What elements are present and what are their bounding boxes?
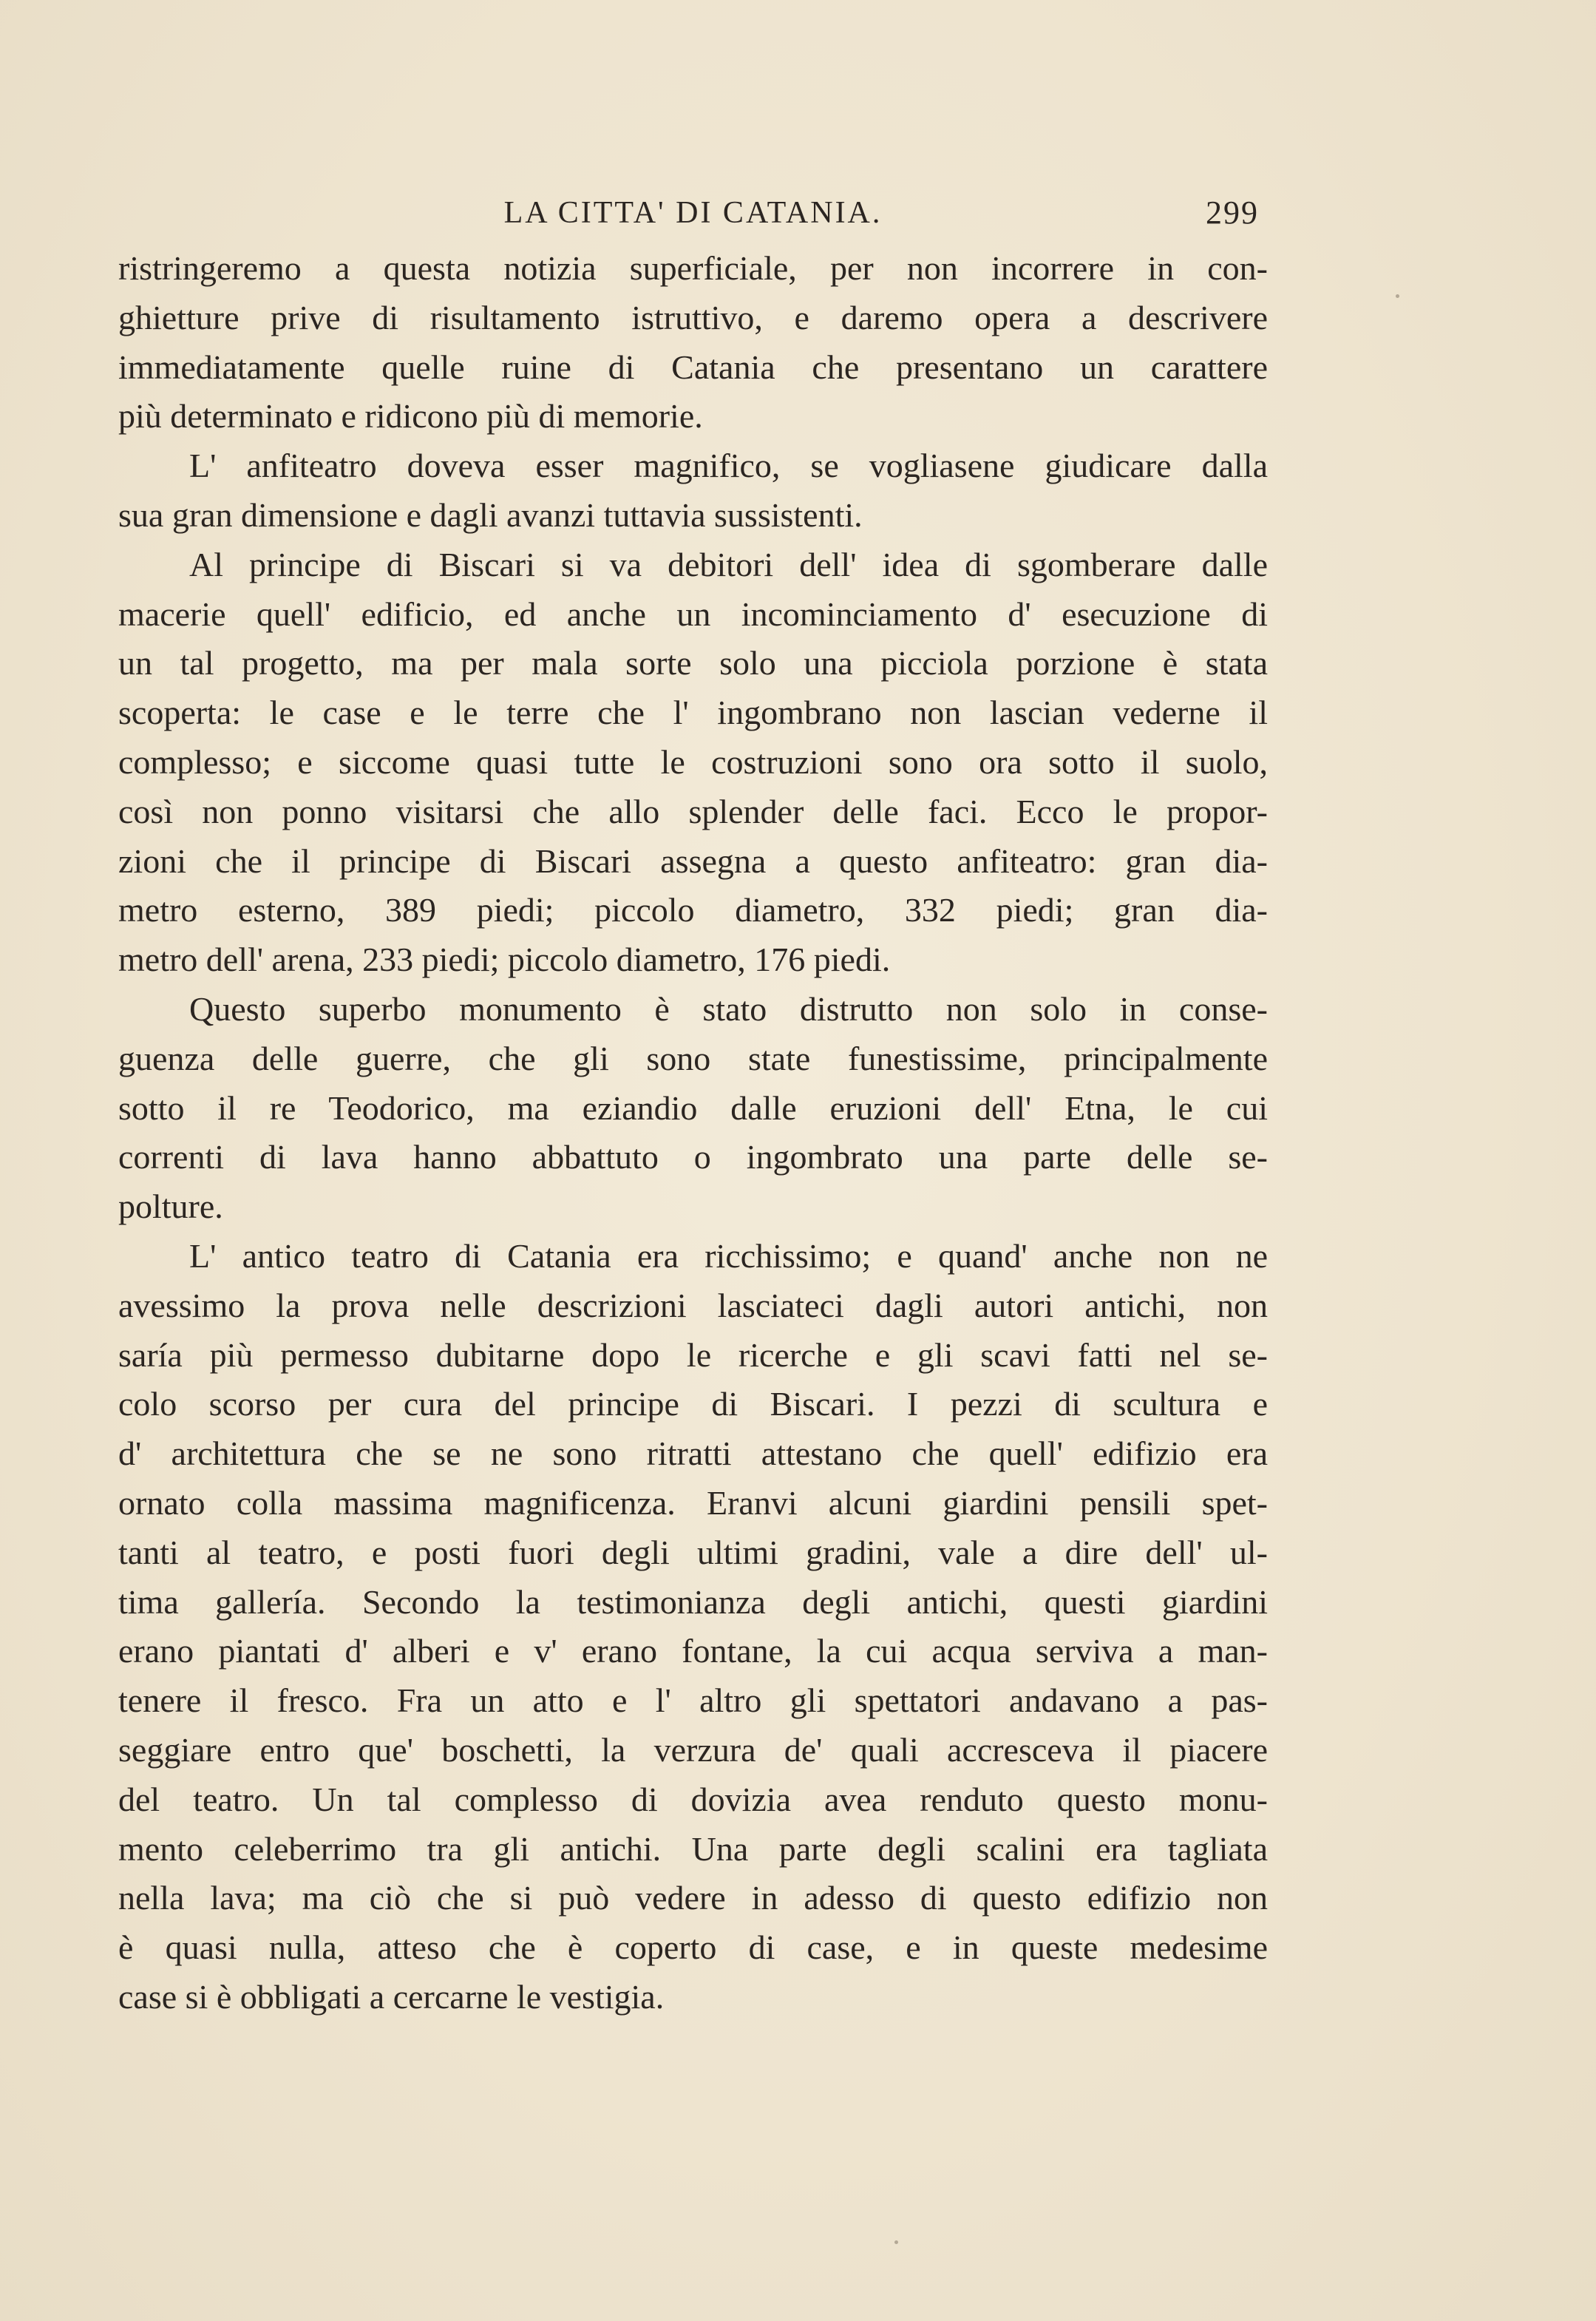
running-title: LA CITTA' DI CATANIA. bbox=[503, 196, 883, 230]
paper-speck bbox=[894, 2240, 898, 2244]
text-line: guenza delle guerre, che gli sono state funestissime, principalmente bbox=[118, 1039, 1268, 1077]
text-line: tima gallería. Secondo la testimonianza degli antichi, questi giardini bbox=[118, 1582, 1268, 1621]
text-line: scoperta: le case e le terre che l' ingombrano non lascian vederne il bbox=[118, 694, 1268, 732]
text-line: tenere il fresco. Fra un atto e l' altro gli spettatori andavano a pas- bbox=[118, 1681, 1268, 1720]
text-line: sua gran dimensione e dagli avanzi tuttavia sussistenti. bbox=[118, 495, 863, 534]
text-line: correnti di lava hanno abbattuto o ingombrato una parte delle se- bbox=[118, 1138, 1268, 1176]
text-line: L' antico teatro di Catania era ricchissimo; e quand' anche non ne bbox=[189, 1236, 1268, 1275]
text-line: saría più permesso dubitarne dopo le ricerche e gli scavi fatti nel se- bbox=[118, 1335, 1268, 1374]
text-line: zioni che il principe di Biscari assegna a questo anfiteatro: gran dia- bbox=[118, 841, 1268, 880]
page-number: 299 bbox=[1206, 194, 1259, 231]
running-head bbox=[118, 191, 1268, 235]
text-line: Al principe di Biscari si va debitori dell' idea di sgomberare dalle bbox=[189, 545, 1268, 583]
text-line: erano piantati d' alberi e v' erano fontane, la cui acqua serviva a man- bbox=[118, 1632, 1268, 1670]
text-line: mento celeberrimo tra gli antichi. Una parte degli scalini era tagliata bbox=[118, 1829, 1268, 1868]
text-line: del teatro. Un tal complesso di dovizia avea renduto questo monu- bbox=[118, 1780, 1268, 1818]
text-line: nella lava; ma ciò che si può vedere in adesso di questo edifizio non bbox=[118, 1879, 1268, 1917]
text-line: metro dell' arena, 233 piedi; piccolo diametro, 176 piedi. bbox=[118, 941, 891, 979]
text-line: ornato colla massima magnificenza. Eranvi alcuni giardini pensili spet- bbox=[118, 1483, 1268, 1522]
body-text bbox=[118, 244, 1268, 2022]
text-line: polture. bbox=[118, 1187, 223, 1226]
text-line: metro esterno, 389 piedi; piccolo diametro, 332 piedi; gran dia- bbox=[118, 891, 1268, 929]
text-line: seggiare entro que' boschetti, la verzura de' quali accresceva il piacere bbox=[118, 1730, 1268, 1769]
text-line: d' architettura che se ne sono ritratti attestano che quell' edifizio era bbox=[118, 1434, 1268, 1473]
text-line: un tal progetto, ma per mala sorte solo una picciola porzione è stata bbox=[118, 644, 1268, 682]
text-line: avessimo la prova nelle descrizioni lasciateci dagli autori antichi, non bbox=[118, 1286, 1268, 1324]
text-line: macerie quell' edificio, ed anche un incominciamento d' esecuzione di bbox=[118, 594, 1268, 633]
text-line: è quasi nulla, atteso che è coperto di case, e in queste medesime bbox=[118, 1928, 1268, 1967]
text-line: immediatamente quelle ruine di Catania che presentano un carattere bbox=[118, 348, 1268, 386]
text-line: Questo superbo monumento è stato distrutto non solo in conse- bbox=[189, 989, 1268, 1028]
paper-speck bbox=[1396, 294, 1399, 298]
text-line: tanti al teatro, e posti fuori degli ultimi gradini, vale a dire dell' ul- bbox=[118, 1533, 1268, 1571]
text-line: ghietture prive di risultamento istruttivo, e daremo opera a descrivere bbox=[118, 298, 1268, 336]
text-line: complesso; e siccome quasi tutte le costruzioni sono ora sotto il suolo, bbox=[118, 742, 1268, 781]
text-line: case si è obbligati a cercarne le vestigia. bbox=[118, 1977, 665, 2016]
text-line: colo scorso per cura del principe di Biscari. I pezzi di scultura e bbox=[118, 1385, 1268, 1423]
text-line: ristringeremo a questa notizia superficiale, per non incorrere in con- bbox=[118, 249, 1268, 287]
text-line: sotto il re Teodorico, ma eziandio dalle eruzioni dell' Etna, le cui bbox=[118, 1088, 1268, 1127]
text-line: così non ponno visitarsi che allo splender delle faci. Ecco le propor- bbox=[118, 792, 1268, 830]
text-line: più determinato e ridicono più di memorie. bbox=[118, 397, 703, 436]
text-line: L' anfiteatro doveva esser magnifico, se vogliasene giudicare dalla bbox=[189, 447, 1268, 485]
